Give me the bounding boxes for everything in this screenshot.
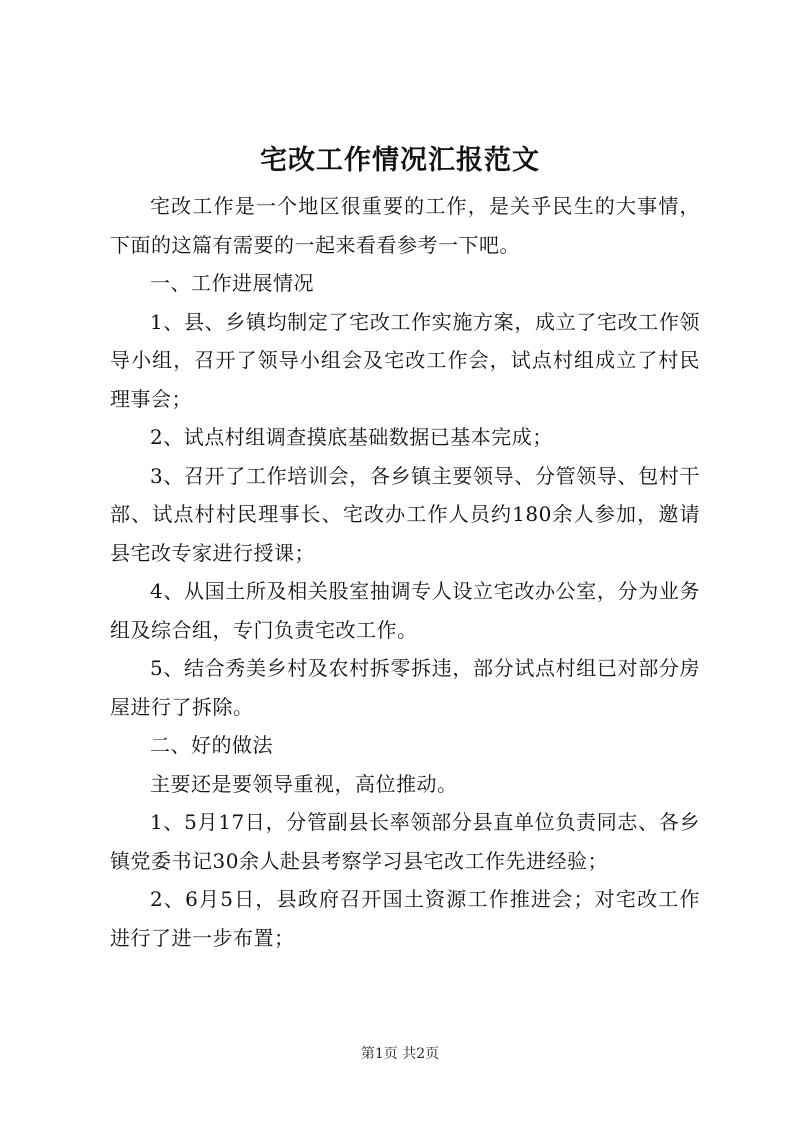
page-footer: 第1页 共2页 (360, 1046, 440, 1062)
practice-item-2: 2、6月5日，县政府召开国土资源工作推进会；对宅改工作进行了进一步布置； (110, 887, 700, 950)
progress-item-3: 3、召开了工作培训会，各乡镇主要领导、分管领导、包村干部、试点村村民理事长、宅改办工作人员约180余人参加，邀请县宅改专家进行授课； (110, 463, 700, 565)
progress-item-4: 4、从国土所及相关股室抽调专人设立宅改办公室，分为业务组及综合组，专门负责宅改工作。 (110, 579, 700, 642)
progress-item-5: 5、结合秀美乡村及农村拆零拆违，部分试点村组已对部分房屋进行了拆除。 (110, 656, 700, 719)
section-heading-progress: 一、工作进展情况 (150, 271, 314, 295)
practices-summary: 主要还是要领导重视，高位推动。 (150, 771, 458, 796)
progress-item-1: 1、县、乡镇均制定了宅改工作实施方案，成立了宅改工作领导小组，召开了领导小组会及宅改工作会，试点村组成立了村民理事会； (110, 309, 700, 411)
document-title: 宅改工作情况汇报范文 (260, 145, 540, 176)
intro-paragraph: 宅改工作是一个地区很重要的工作，是关乎民生的大事情，下面的这篇有需要的一起来看看参考一下吧。 (110, 194, 700, 257)
document-body (110, 187, 700, 957)
practice-item-1: 1、5月17日，分管副县长率领部分县直单位负责同志、各乡镇党委书记30余人赴县考察学习县宅改工作先进经验； (110, 810, 700, 873)
progress-item-2: 2、试点村组调查摸底基础数据已基本完成； (150, 425, 553, 449)
section-heading-practices: 二、好的做法 (150, 733, 273, 757)
